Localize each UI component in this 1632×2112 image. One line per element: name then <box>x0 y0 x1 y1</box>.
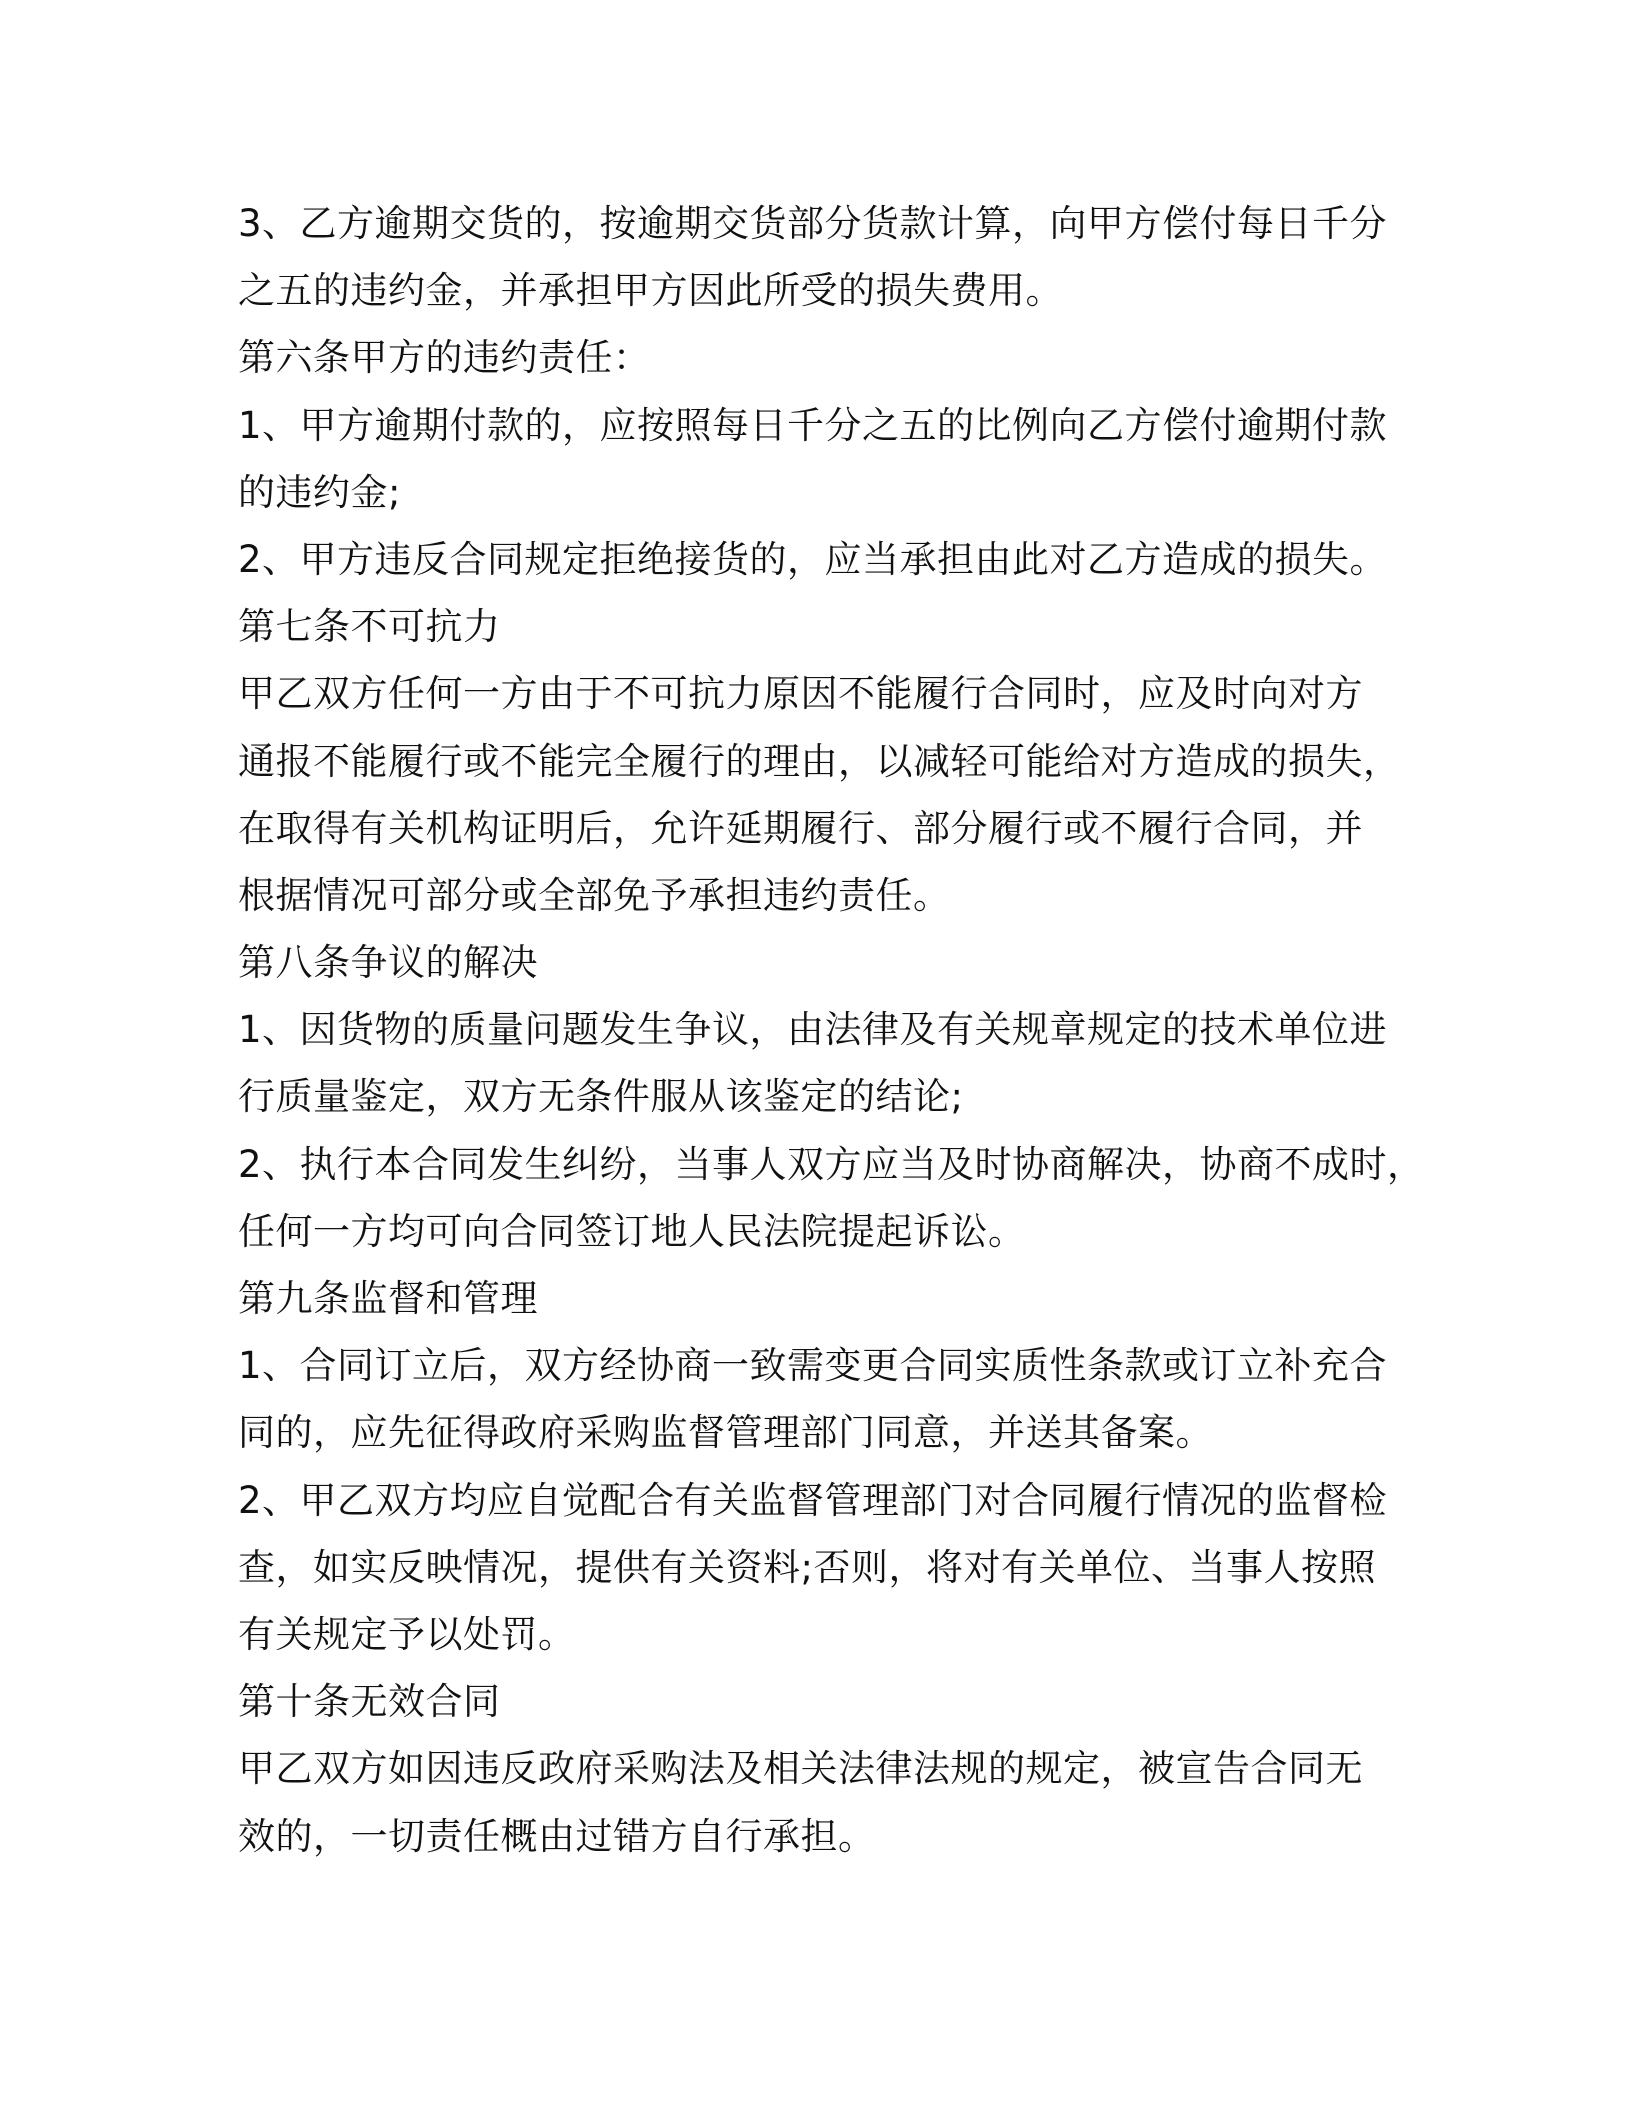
text-line: 2、执行本合同发生纠纷，当事人双方应当及时协商解决，协商不成时， <box>238 1142 1425 1186</box>
text-line: 查，如实反映情况，提供有关资料;否则，将对有关单位、当事人按照 <box>238 1545 1376 1589</box>
text-line: 甲乙双方任何一方由于不可抗力原因不能履行合同时，应及时向对方 <box>238 672 1363 716</box>
text-line: 同的，应先征得政府采购监督管理部门同意，并送其备案。 <box>238 1411 1213 1455</box>
section-heading: 第七条不可抗力 <box>238 605 501 649</box>
text-line: 在取得有关机构证明后，允许延期履行、部分履行或不履行合同，并 <box>238 806 1363 850</box>
text-line: 3、乙方逾期交货的，按逾期交货部分货款计算，向甲方偿付每日千分 <box>238 202 1388 245</box>
section-heading: 第九条监督和管理 <box>238 1277 538 1320</box>
text-line: 之五的违约金，并承担甲方因此所受的损失费用。 <box>238 269 1063 313</box>
text-line: 有关规定予以处罚。 <box>238 1612 576 1656</box>
text-line: 行质量鉴定，双方无条件服从该鉴定的结论; <box>238 1075 964 1119</box>
text-line: 1、甲方逾期付款的，应按照每日千分之五的比例向乙方偿付逾期付款 <box>238 403 1388 447</box>
text-line: 1、因货物的质量问题发生争议，由法律及有关规章规定的技术单位进 <box>238 1008 1388 1052</box>
text-line: 1、合同订立后，双方经协商一致需变更合同实质性条款或订立补充合 <box>238 1344 1388 1388</box>
section-heading: 第十条无效合同 <box>238 1680 501 1724</box>
document-body <box>238 190 1425 1870</box>
text-line: 2、甲方违反合同规定拒绝接货的，应当承担由此对乙方造成的损失。 <box>238 537 1388 581</box>
text-line: 2、甲乙双方均应自觉配合有关监督管理部门对合同履行情况的监督检 <box>238 1478 1388 1522</box>
text-line: 的违约金; <box>238 470 401 514</box>
text-line: 效的，一切责任概由过错方自行承担。 <box>238 1814 876 1858</box>
text-line: 根据情况可部分或全部免予承担违约责任。 <box>238 873 951 917</box>
text-line: 甲乙双方如因违反政府采购法及相关法律法规的规定，被宣告合同无 <box>238 1747 1363 1791</box>
section-heading: 第六条甲方的违约责任： <box>238 336 651 380</box>
text-line: 通报不能履行或不能完全履行的理由，以减轻可能给对方造成的损失， <box>238 739 1401 783</box>
section-heading: 第八条争议的解决 <box>238 941 538 985</box>
text-line: 任何一方均可向合同签订地人民法院提起诉讼。 <box>238 1209 1026 1253</box>
